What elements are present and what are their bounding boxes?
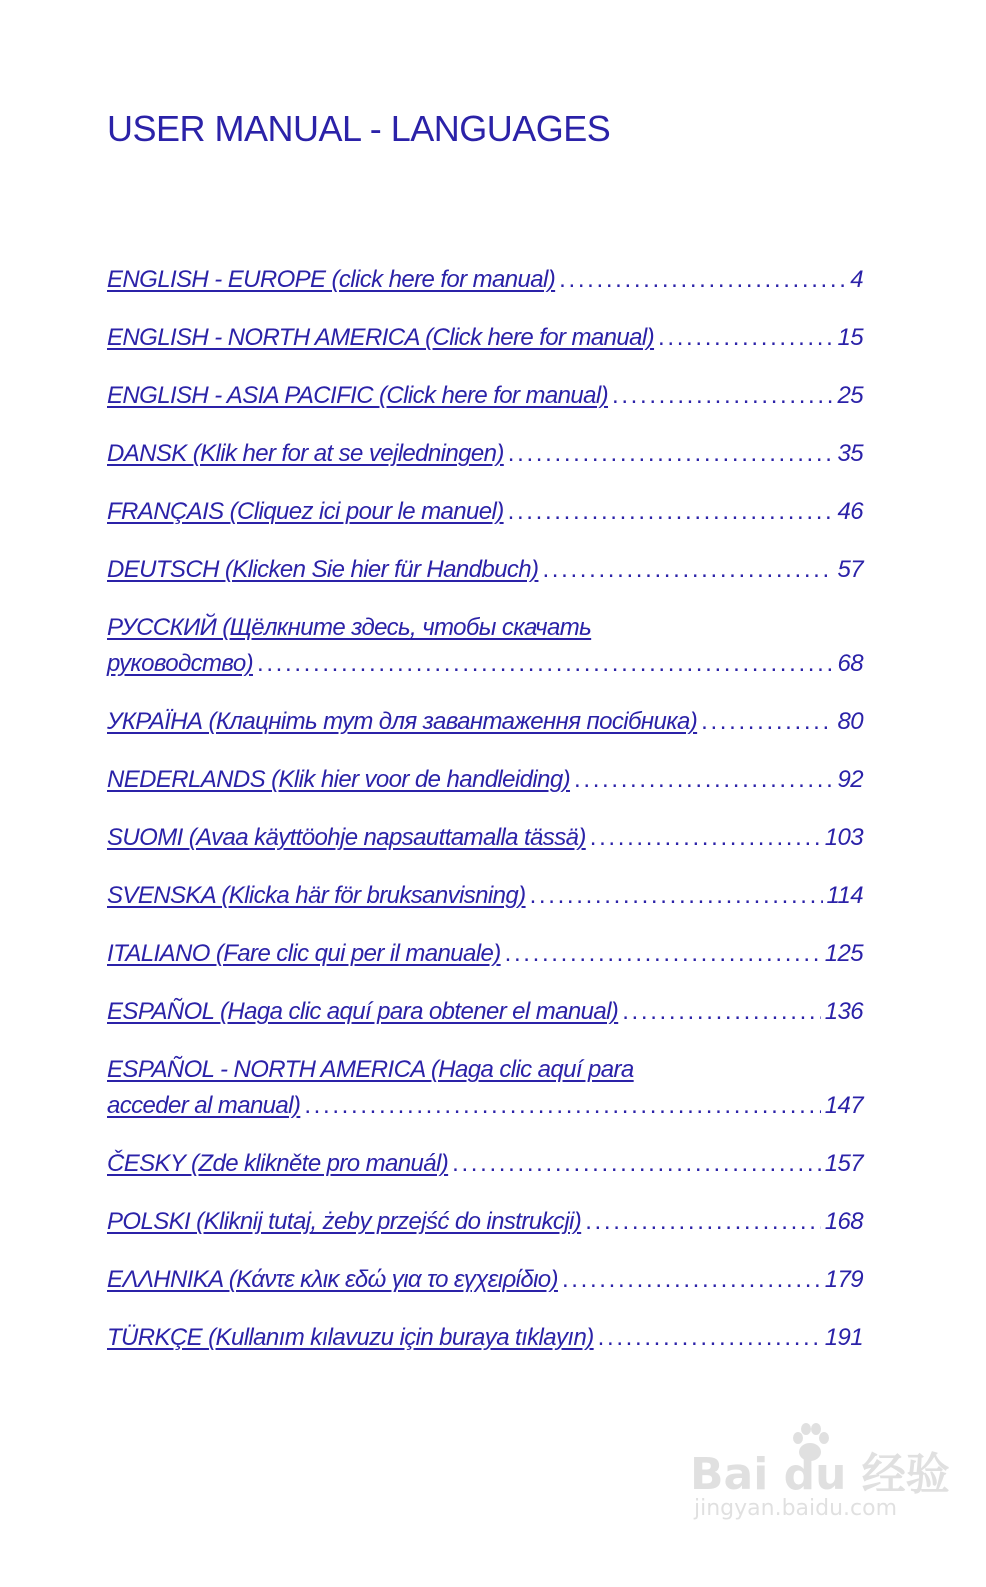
toc-dot-leader [562, 1262, 821, 1298]
toc-entry-line [107, 552, 863, 588]
toc-entry-line [107, 1146, 863, 1182]
table-of-contents [107, 262, 863, 1378]
toc-entry-line [107, 1320, 863, 1356]
toc-dot-leader [612, 378, 834, 414]
toc-entry-line [107, 1262, 863, 1298]
toc-entry[interactable] [107, 262, 863, 298]
toc-dot-leader [508, 494, 834, 530]
toc-entry-link[interactable]: ČESKY (Zde klikněte pro manuál) [107, 1150, 449, 1177]
toc-page-number: 103 [824, 824, 863, 851]
toc-page-number: 179 [824, 1266, 863, 1293]
toc-entry[interactable] [107, 436, 863, 472]
toc-entry-line [107, 820, 863, 856]
toc-entry-link[interactable]: ENGLISH - EUROPE (click here for manual) [107, 266, 556, 293]
toc-entry[interactable] [107, 378, 863, 414]
toc-dot-leader [658, 320, 833, 356]
toc-entry[interactable] [107, 1262, 863, 1298]
toc-dot-leader [505, 936, 821, 972]
toc-entry[interactable] [107, 994, 863, 1030]
toc-entry-line [107, 262, 863, 298]
toc-entry-line [107, 936, 863, 972]
toc-dot-leader [622, 994, 821, 1030]
toc-entry-link[interactable]: NEDERLANDS (Klik hier voor de handleiding) [107, 766, 571, 793]
toc-entry-line [107, 878, 863, 914]
toc-entry-link[interactable]: ESPAÑOL (Haga clic aquí para obtener el manual) [107, 998, 619, 1025]
toc-entry-link[interactable]: SUOMI (Avaa käyttöohje napsauttamalla tässä) [107, 824, 586, 851]
toc-entry-link[interactable]: УКРАЇНА (Клацніть тут для завантаження посібника) [107, 708, 698, 735]
toc-dot-leader [585, 1204, 821, 1240]
toc-entry[interactable] [107, 1320, 863, 1356]
toc-entry-line [107, 704, 863, 740]
toc-entry-line [107, 646, 863, 682]
toc-entry[interactable] [107, 1146, 863, 1182]
toc-entry-line [107, 994, 863, 1030]
toc-entry[interactable] [107, 704, 863, 740]
toc-page-number: 125 [824, 940, 863, 967]
toc-entry[interactable] [107, 936, 863, 972]
toc-entry-link[interactable]: ENGLISH - NORTH AMERICA (Click here for manual) [107, 324, 655, 351]
page-title: USER MANUAL - LANGUAGES [107, 108, 611, 149]
toc-page-number: 46 [837, 498, 863, 525]
toc-page-number: 80 [837, 708, 863, 735]
toc-entry[interactable] [107, 494, 863, 530]
toc-entry-link[interactable]: acceder al manual) [107, 1092, 301, 1119]
toc-dot-leader [701, 704, 833, 740]
toc-entry[interactable] [107, 878, 863, 914]
toc-entry-link[interactable]: FRANÇAIS (Cliquez ici pour le manuel) [107, 498, 504, 525]
toc-entry-link[interactable]: ITALIANO (Fare clic qui per il manuale) [107, 940, 501, 967]
toc-entry-link[interactable]: SVENSKA (Klicka här för bruksanvisning) [107, 882, 526, 909]
toc-entry-line [107, 762, 863, 798]
toc-page-number: 157 [824, 1150, 863, 1177]
toc-page-number: 35 [837, 440, 863, 467]
toc-entry-link[interactable]: DEUTSCH (Klicken Sie hier für Handbuch) [107, 556, 539, 583]
toc-dot-leader [530, 878, 823, 914]
toc-entry-link[interactable]: ENGLISH - ASIA PACIFIC (Click here for manual) [107, 382, 608, 409]
toc-dot-leader [590, 820, 821, 856]
toc-page-number: 4 [850, 266, 863, 293]
toc-entry-link[interactable]: POLSKI (Kliknij tutaj, żeby przejść do instrukcji) [107, 1208, 582, 1235]
toc-entry-link[interactable]: руководство) [107, 650, 253, 677]
toc-dot-leader [598, 1320, 821, 1356]
toc-page-number: 25 [837, 382, 863, 409]
toc-dot-leader [257, 646, 834, 682]
toc-dot-leader [304, 1088, 820, 1124]
toc-page-number: 114 [826, 882, 863, 909]
toc-page-number: 68 [837, 650, 863, 677]
toc-entry-link[interactable]: DANSK (Klik her for at se vejledningen) [107, 440, 504, 467]
toc-entry-line [107, 436, 863, 472]
toc-page-number: 191 [824, 1324, 863, 1351]
watermark-logo-text: Bai du 经验 [690, 1449, 950, 1500]
toc-dot-leader [574, 762, 833, 798]
toc-entry[interactable] [107, 320, 863, 356]
toc-dot-leader [542, 552, 833, 588]
toc-page-number: 147 [824, 1092, 863, 1119]
toc-entry[interactable] [107, 762, 863, 798]
watermark-url: jingyan.baidu.com [694, 1496, 898, 1521]
watermark [690, 1420, 950, 1530]
toc-entry[interactable] [107, 610, 863, 682]
toc-dot-leader [559, 262, 846, 298]
toc-page-number: 168 [824, 1208, 863, 1235]
toc-entry-link[interactable]: ESPAÑOL - NORTH AMERICA (Haga clic aquí para [107, 1056, 634, 1083]
toc-entry[interactable] [107, 820, 863, 856]
toc-entry-link[interactable]: TÜRKÇE (Kullanım kılavuzu için buraya tıklayın) [107, 1324, 594, 1351]
toc-page-number: 57 [837, 556, 863, 583]
toc-entry-line [107, 610, 863, 646]
toc-page-number: 15 [837, 324, 863, 351]
toc-entry[interactable] [107, 1204, 863, 1240]
toc-page-number: 136 [824, 998, 863, 1025]
toc-entry-line [107, 1088, 863, 1124]
toc-entry-line [107, 1204, 863, 1240]
toc-dot-leader [508, 436, 834, 472]
toc-entry-line [107, 320, 863, 356]
toc-entry-link[interactable]: РУССКИЙ (Щёлкните здесь, чтобы скачать [107, 614, 592, 641]
toc-page-number: 92 [837, 766, 863, 793]
toc-entry-line [107, 1052, 863, 1088]
toc-dot-leader [452, 1146, 821, 1182]
toc-entry-line [107, 494, 863, 530]
toc-entry-line [107, 378, 863, 414]
toc-entry[interactable] [107, 1052, 863, 1124]
toc-entry[interactable] [107, 552, 863, 588]
toc-entry-link[interactable]: ΕΛΛΗΝΙΚΑ (Κάντε κλικ εδώ για το εγχειρίδιο) [107, 1266, 558, 1293]
